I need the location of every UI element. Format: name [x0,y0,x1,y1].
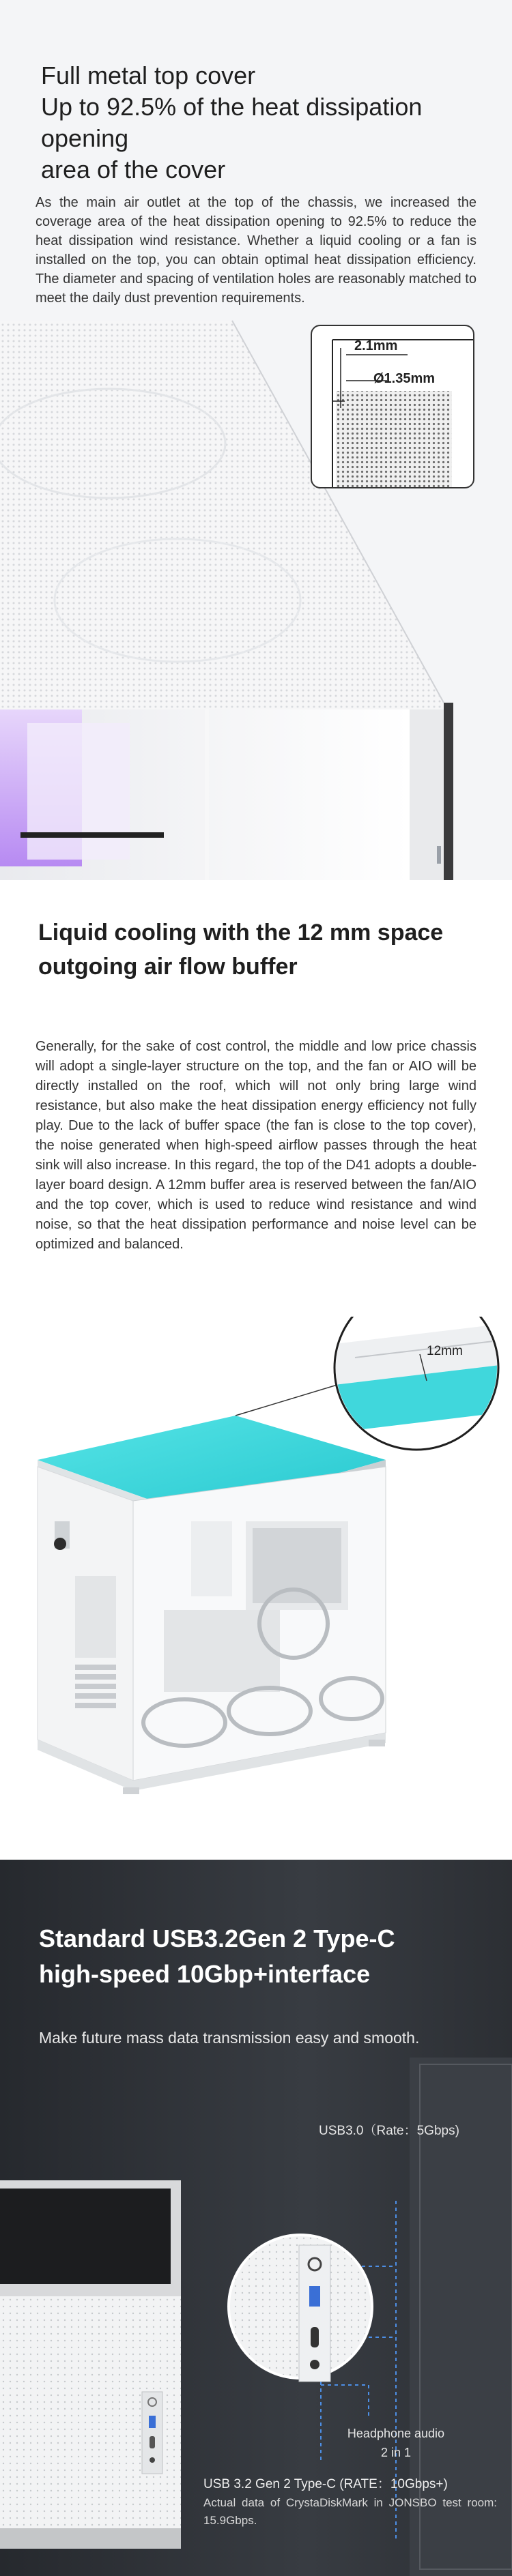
section4-title-line2: high-speed 10Gbp+interface [39,1960,371,1988]
section-usb-typec [0,1860,512,2576]
section1-title-line2: Up to 92.5% of the heat dissipation opening [41,93,423,152]
section4-subtitle: Make future mass data transmission easy and smooth. [39,2029,420,2047]
section2-title-line2: outgoing air flow buffer [38,954,298,980]
section1-title-line3: area of the cover [41,156,226,184]
spec-diameter-label: Ø1.35mm [373,371,436,386]
section4-title [39,1921,395,1992]
mesh-spec-callout [311,325,474,488]
section-case-cutaway [0,1317,512,1860]
section1-title [41,60,512,186]
headphone-audio-label [341,2424,451,2462]
usb32-typec-label: USB 3.2 Gen 2 Type-C (RATE：10Gbps+) [203,2477,448,2491]
buffer-12mm-label: 12mm [427,1344,463,1358]
section2-title [38,916,443,984]
section1-body: As the main air outlet at the top of the chassis, we increased the coverage area of the heat dissipation opening to 92.5% to reduce the heat dissipation wind resistance. Whether a liquid cooling or a fan is installed on the top, you can obtain optimal heat dissipation efficiency. The diameter and spacing of ventilation holes are reasonably matched to meet the daily dust prevention requirements. [35,195,477,306]
section-liquid-cooling [0,880,512,1317]
section2-body: Generally, for the sake of cost control, the middle and low price chassis will adopt a single-layer structure on the top, and the fan or AIO will be directly installed on the roof, which will not only bring large wind resistance, but also make the heat dissipation energy efficiency not fully play. Due to the lack of buffer space (the fan is close to the top cover), the noise generated when high-speed airflow passes through the heat sink will also increase. In this regard, the top of the D41 adopts a double-layer board design. A 12mm buffer area is reserved between the fan/AIO and the top cover, which is used to reduce wind resistance and wind noise, so that the heat dissipation performance and noise level can be optimized and balanced. [35,1039,477,1252]
section1-title-line1: Full metal top cover [41,61,256,89]
usb30-label: USB3.0（Rate：5Gbps) [319,2124,459,2138]
case-cutaway-illustration [0,1317,512,1860]
headphone-line2: 2 in 1 [380,2446,412,2459]
section2-title-line1: Liquid cooling with the 12 mm space [38,920,444,946]
section-top-cover [0,0,512,880]
headphone-line1: Headphone audio [347,2427,445,2440]
crystaldiskmark-note: Actual data of CrystaDiskMark in JONSBO test room: 15.9Gbps. [203,2496,497,2527]
spec-spacing-label: 2.1mm [354,338,398,353]
section4-title-line1: Standard USB3.2Gen 2 Type-C [39,1924,395,1952]
